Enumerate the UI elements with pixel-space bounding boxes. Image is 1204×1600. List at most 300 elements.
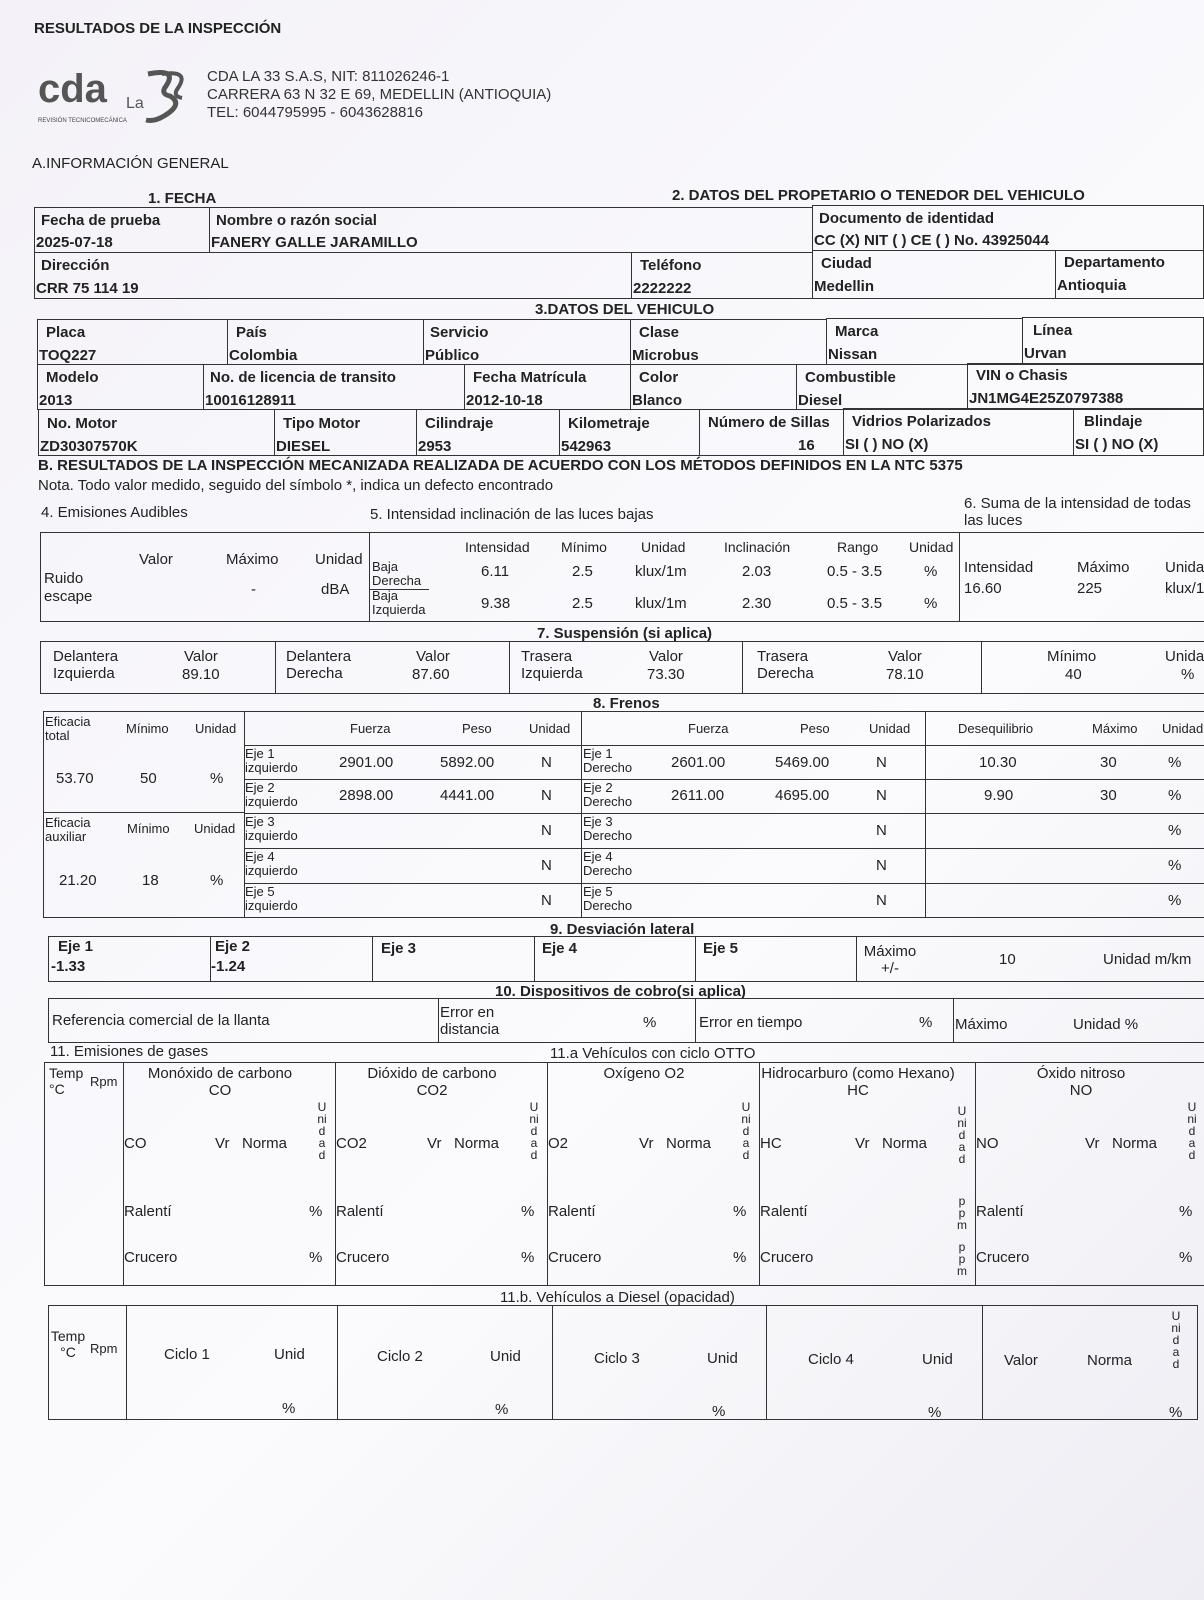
freno-eje-row <box>244 813 1204 849</box>
suspension-item <box>742 642 982 693</box>
freno-eje-der-label: Eje 3 Derecho <box>583 814 633 843</box>
diesel-ciclo-pct: % <box>282 1400 296 1417</box>
freno-desequilibrio: 9.90 <box>984 787 1014 804</box>
vidrios-value: SI ( ) NO (X) <box>845 436 929 453</box>
desviacion-eje-label: Eje 4 <box>542 940 578 957</box>
tipo-motor-cell <box>274 409 417 456</box>
gas-title-text: Óxido nitroso <box>1036 1065 1126 1082</box>
freno-unidad-izq: N <box>541 822 552 839</box>
luces-minimo: 2.5 <box>572 595 593 612</box>
suspension-item-label: Trasera Izquierda <box>521 648 583 682</box>
sillas-value: 16 <box>798 437 815 454</box>
direccion-label: Dirección <box>41 257 110 274</box>
freno-eje-row <box>244 848 1204 884</box>
desviacion-eje <box>695 937 857 981</box>
luces-intensidad-header: Intensidad <box>465 539 530 555</box>
ciudad-cell <box>812 250 1056 299</box>
freno-eje-row <box>244 779 1204 814</box>
gas-norma-label: Norma <box>242 1135 288 1152</box>
cobro-error-distancia-unit: % <box>643 1014 657 1031</box>
linea-cell <box>1022 317 1204 365</box>
cobro-table <box>48 998 1204 1043</box>
desviacion-eje <box>210 937 373 981</box>
fuerza-der-header: Fuerza <box>688 721 729 736</box>
gases-title: 11. Emisiones de gases <box>50 1043 209 1060</box>
licencia-cell <box>203 364 465 410</box>
suspension-valor-header: Valor <box>649 648 683 665</box>
diesel-ciclo-label: Ciclo 3 <box>594 1350 640 1367</box>
marca-label: Marca <box>835 323 879 340</box>
departamento-cell <box>1055 250 1204 299</box>
fecha-prueba-label: Fecha de prueba <box>41 212 161 229</box>
eficacia-total-value: 53.70 <box>56 770 94 787</box>
cobro-ref-cell <box>49 999 439 1042</box>
diesel-ciclo-unid: Unid <box>274 1346 305 1363</box>
motor-value: ZD30307570K <box>40 438 138 455</box>
clase-value: Microbus <box>632 347 699 364</box>
gas-ralenti-unit: % <box>521 1203 535 1220</box>
luces-unidad2: % <box>924 563 938 580</box>
gas-title <box>975 1065 1187 1099</box>
gas-ralenti-unit: % <box>733 1203 747 1220</box>
diesel-ciclo <box>552 1306 767 1419</box>
company-phone: TEL: 6044795995 - 6043628816 <box>207 104 424 121</box>
kilometraje-label: Kilometraje <box>568 415 650 432</box>
ruido-maximo-value: - <box>251 581 256 598</box>
gas-vr-label: Vr <box>427 1135 442 1152</box>
gas-abbr: CO <box>124 1135 147 1152</box>
gas-unidad-vertical: Unidad <box>1187 1100 1197 1162</box>
gas-crucero-label: Crucero <box>976 1249 1030 1266</box>
gas-crucero-label: Crucero <box>124 1249 178 1266</box>
freno-eje-izq-label: Eje 1 izquierdo <box>245 746 298 775</box>
luces-row-derecha <box>369 555 960 589</box>
gas-abbr: NO <box>976 1135 999 1152</box>
gas-crucero-label: Crucero <box>760 1249 814 1266</box>
vidrios-cell <box>843 408 1074 456</box>
diesel-ciclo-label: Ciclo 2 <box>377 1348 423 1365</box>
blindaje-value: SI ( ) NO (X) <box>1075 436 1159 453</box>
diesel-ciclo <box>766 1306 983 1419</box>
sillas-cell <box>699 409 844 456</box>
servicio-label: Servicio <box>430 324 489 341</box>
freno-unidad: % <box>1168 892 1182 909</box>
pais-value: Colombia <box>229 347 298 364</box>
gas-unidad-vertical: Unidad <box>529 1100 539 1162</box>
nombre-cell <box>209 207 813 253</box>
suma-intensidad-value: 16.60 <box>964 580 1002 597</box>
luces-minimo-header: Mínimo <box>561 539 607 555</box>
ciudad-value: Medellin <box>814 278 875 295</box>
svg-text:cda: cda <box>38 67 107 111</box>
blindaje-cell <box>1073 408 1204 456</box>
gas-column <box>759 1063 976 1285</box>
suspension-item-label: Trasera Derecha <box>757 648 814 682</box>
motor-cell <box>38 409 275 456</box>
marca-cell <box>826 318 1023 365</box>
clase-label: Clase <box>639 324 680 341</box>
suspension-item <box>509 642 743 693</box>
diesel-ciclo-label: Ciclo 1 <box>164 1346 210 1363</box>
combustible-cell <box>796 364 968 410</box>
fuerza-izq-header: Fuerza <box>350 721 391 736</box>
cobro-title: 10. Dispositivos de cobro(si aplica) <box>495 983 746 1000</box>
frenos-title: 8. Frenos <box>593 695 660 712</box>
eficacia-total-unidad: % <box>210 770 224 787</box>
section-b-title: B. RESULTADOS DE LA INSPECCIÓN MECANIZADA REALIZADA DE ACUERDO CON LOS MÉTODOS DEFINIDOS EN LA NTC 5375 <box>38 457 963 474</box>
placa-label: Placa <box>46 324 86 341</box>
desviacion-eje-label: Eje 1 <box>58 938 94 955</box>
freno-unidad-der: N <box>876 787 887 804</box>
luces-table <box>369 532 960 622</box>
matricula-label: Fecha Matrícula <box>473 369 587 386</box>
ruido-unidad-header: Unidad <box>315 551 363 568</box>
departamento-value: Antioquia <box>1057 277 1127 294</box>
gas-unidad-vertical: Unidad <box>317 1100 327 1162</box>
diesel-title: 11.b. Vehículos a Diesel (opacidad) <box>500 1289 735 1306</box>
gas-crucero-unit: % <box>1179 1249 1193 1266</box>
frenos-table <box>43 711 1204 918</box>
fecha-prueba-value: 2025-07-18 <box>36 234 113 251</box>
freno-fuerza-der: 2601.00 <box>671 754 726 771</box>
ruido-escape-label: Ruido escape <box>44 570 93 605</box>
eficacia-auxiliar-minimo: 18 <box>142 872 159 889</box>
vehiculo-title: 3.DATOS DEL VEHICULO <box>535 301 715 318</box>
servicio-cell <box>423 319 631 365</box>
suma-luces-title: 6. Suma de la intensidad de todas las luces <box>964 495 1191 529</box>
unidad-izq-header: Unidad <box>529 721 571 736</box>
gas-ralenti-unit: ppm <box>957 1194 967 1232</box>
company-address: CARRERA 63 N 32 E 69, MEDELLIN (ANTIOQUIA) <box>207 86 552 103</box>
gas-title <box>123 1065 317 1099</box>
diesel-ciclo-pct: % <box>928 1404 942 1421</box>
freno-maximo: 30 <box>1100 787 1117 804</box>
matricula-value: 2012-10-18 <box>466 392 543 409</box>
diesel-ciclo-pct: % <box>712 1403 726 1420</box>
cilindraje-label: Cilindraje <box>425 415 494 432</box>
direccion-cell <box>34 252 632 299</box>
freno-peso-der: 5469.00 <box>775 754 830 771</box>
gas-crucero-unit: % <box>733 1249 747 1266</box>
suma-maximo-header: Máximo <box>1077 559 1130 576</box>
matricula-cell <box>464 364 631 410</box>
gas-title-text: Monóxido de carbono <box>147 1065 293 1082</box>
peso-der-header: Peso <box>800 721 830 736</box>
gas-title <box>547 1065 741 1082</box>
gas-crucero-unit: ppm <box>957 1240 967 1278</box>
gas-subtitle: HC <box>847 1082 869 1099</box>
desequilibrio-header: Desequilibrio <box>958 721 1034 736</box>
desviacion-maximo-label: Máximo +/- <box>863 943 917 977</box>
gas-crucero-label: Crucero <box>336 1249 390 1266</box>
color-value: Blanco <box>632 392 683 409</box>
gas-vr-label: Vr <box>639 1135 654 1152</box>
ruido-valor-header: Valor <box>139 551 173 568</box>
desviacion-maximo-value: 10 <box>999 951 1016 968</box>
marca-value: Nissan <box>828 346 878 363</box>
freno-unidad-izq: N <box>541 754 552 771</box>
desviacion-eje-label: Eje 2 <box>215 938 251 955</box>
eficacia-auxiliar-minimo-header: Mínimo <box>127 821 170 836</box>
luces-unidad: klux/1m <box>635 563 687 580</box>
diesel-ciclo-unid: Unid <box>707 1350 738 1367</box>
suspension-item-value: 87.60 <box>412 666 450 683</box>
cobro-error-distancia-cell <box>438 999 696 1042</box>
gas-norma-label: Norma <box>454 1135 500 1152</box>
luces-minimo: 2.5 <box>572 563 593 580</box>
freno-unidad-der: N <box>876 892 887 909</box>
luces-inclinacion: 2.03 <box>742 563 772 580</box>
freno-unidad-der: N <box>876 754 887 771</box>
servicio-value: Público <box>425 347 480 364</box>
eficacia-auxiliar-value: 21.20 <box>59 872 97 889</box>
diesel-ciclo-label: Ciclo 4 <box>808 1351 854 1368</box>
eficacia-auxiliar-unidad-header: Unidad <box>194 821 236 836</box>
gas-ralenti-label: Ralentí <box>760 1203 808 1220</box>
cobro-error-distancia-label: Error en distancia <box>440 1004 500 1038</box>
eficacia-auxiliar-unidad: % <box>210 872 224 889</box>
freno-maximo: 30 <box>1100 754 1117 771</box>
linea-label: Línea <box>1033 322 1073 339</box>
diesel-temp-rpm-cell <box>49 1306 127 1419</box>
telefono-cell <box>631 252 813 299</box>
gas-norma-label: Norma <box>1112 1135 1158 1152</box>
emisiones-audibles-table <box>40 532 370 622</box>
freno-eje-izq-label: Eje 2 izquierdo <box>245 780 298 809</box>
luces-rango-header: Rango <box>837 539 879 555</box>
frenos-eficacias <box>44 712 245 917</box>
gas-subtitle: NO <box>1069 1082 1093 1099</box>
gas-vr-label: Vr <box>215 1135 230 1152</box>
telefono-value: 2222222 <box>633 280 692 297</box>
freno-eje-der-label: Eje 4 Derecho <box>583 849 633 878</box>
gases-otto-title: 11.a Vehículos con ciclo OTTO <box>550 1045 756 1062</box>
gas-column <box>547 1063 760 1285</box>
logo-subtitle: REVISIÓN TECNICOMECÁNICA <box>38 118 127 124</box>
gas-unidad-vertical: Unidad <box>741 1100 751 1162</box>
color-label: Color <box>639 369 679 386</box>
gas-ralenti-label: Ralentí <box>976 1203 1024 1220</box>
desviacion-eje <box>49 937 211 981</box>
sillas-label: Número de Sillas <box>708 414 830 431</box>
clase-cell <box>630 319 827 365</box>
gas-norma-label: Norma <box>882 1135 928 1152</box>
eficacia-total-minimo-header: Mínimo <box>126 721 169 736</box>
freno-eje-izq-label: Eje 5 izquierdo <box>245 884 298 913</box>
gases-temp-label: Temp °C <box>49 1065 84 1097</box>
gas-unidad-vertical: Unidad <box>957 1104 967 1166</box>
freno-unidad-der: N <box>876 857 887 874</box>
diesel-unidad-vertical: Unidad <box>1171 1309 1181 1371</box>
gas-crucero-unit: % <box>309 1249 323 1266</box>
suspension-minimo-value: 40 <box>1065 666 1082 683</box>
ruido-unidad-value: dBA <box>321 581 350 598</box>
gas-crucero-label: Crucero <box>548 1249 602 1266</box>
section-a-title: A.INFORMACIÓN GENERAL <box>32 155 229 172</box>
ciudad-label: Ciudad <box>821 255 872 272</box>
unidad-der-header: Unidad <box>869 721 911 736</box>
suspension-valor-header: Valor <box>416 648 450 665</box>
gas-abbr: CO2 <box>336 1135 367 1152</box>
nombre-value: FANERY GALLE JARAMILLO <box>211 234 418 251</box>
eficacia-auxiliar-label: Eficacia auxiliar <box>45 815 91 844</box>
desviacion-table <box>48 936 1204 982</box>
combustible-label: Combustible <box>805 369 896 386</box>
freno-peso-izq: 5892.00 <box>440 754 495 771</box>
tipo-motor-label: Tipo Motor <box>283 415 361 432</box>
gas-title-text: Oxígeno O2 <box>603 1065 685 1082</box>
suspension-item-value: 78.10 <box>886 666 924 683</box>
gas-ralenti-label: Ralentí <box>336 1203 384 1220</box>
freno-eje-der-label: Eje 5 Derecho <box>583 884 633 913</box>
vidrios-label: Vidrios Polarizados <box>852 413 991 430</box>
cobro-error-tiempo-cell <box>695 999 954 1042</box>
freno-fuerza-izq: 2901.00 <box>339 754 394 771</box>
luces-inclinacion-header: Inclinación <box>724 539 791 555</box>
diesel-valor-label: Valor <box>1004 1352 1038 1369</box>
luces-rango: 0.5 - 3.5 <box>827 563 883 580</box>
freno-fuerza-der: 2611.00 <box>671 787 725 804</box>
freno-eje-row <box>244 883 1204 917</box>
freno-unidad-der: N <box>876 822 887 839</box>
luces-intensidad: 9.38 <box>481 595 511 612</box>
maximo-header: Máximo <box>1092 721 1138 736</box>
gas-title <box>759 1065 957 1099</box>
gas-abbr: O2 <box>548 1135 569 1152</box>
gases-rpm-label: Rpm <box>90 1074 118 1089</box>
cilindraje-cell <box>416 409 560 456</box>
suspension-unidad-header: Unida <box>1165 648 1204 665</box>
desviacion-title: 9. Desviación lateral <box>550 921 695 938</box>
gases-otto-table <box>44 1062 1204 1286</box>
gas-subtitle: CO <box>208 1082 232 1099</box>
freno-peso-izq: 4441.00 <box>440 787 495 804</box>
gas-column <box>975 1063 1204 1285</box>
freno-desequilibrio: 10.30 <box>979 754 1017 771</box>
gas-abbr: HC <box>760 1135 782 1152</box>
gas-column <box>335 1063 548 1285</box>
cobro-error-tiempo-label: Error en tiempo <box>699 1014 803 1031</box>
freno-fuerza-izq: 2898.00 <box>339 787 394 804</box>
desviacion-eje-value: -1.33 <box>51 958 86 975</box>
luces-intensidad: 6.11 <box>481 563 510 580</box>
freno-eje-der-label: Eje 2 Derecho <box>583 780 633 809</box>
diesel-unidad-pct: % <box>1169 1404 1183 1421</box>
luces-row-label: Baja Izquierda <box>372 588 426 617</box>
peso-izq-header: Peso <box>462 721 492 736</box>
diesel-ciclo-unid: Unid <box>922 1351 953 1368</box>
modelo-label: Modelo <box>46 369 99 386</box>
direccion-value: CRR 75 114 19 <box>36 280 139 297</box>
cilindraje-value: 2953 <box>418 438 452 455</box>
freno-eje-der-label: Eje 1 Derecho <box>583 746 633 775</box>
section-b-note: Nota. Todo valor medido, seguido del símbolo *, indica un defecto encontrado <box>38 477 554 494</box>
suspension-item-value: 89.10 <box>182 666 220 683</box>
fecha-title: 1. FECHA <box>148 190 217 207</box>
freno-unidad-izq: N <box>541 892 552 909</box>
freno-unidad: % <box>1168 754 1182 771</box>
datos-propietario-title: 2. DATOS DEL PROPETARIO O TENEDOR DEL VEHICULO <box>672 187 1085 204</box>
company-name: CDA LA 33 S.A.S, NIT: 811026246-1 <box>207 68 450 85</box>
suspension-unidad-value: % <box>1181 666 1195 683</box>
vin-value: JN1MG4E25Z0797388 <box>969 390 1124 407</box>
desviacion-eje-value: -1.24 <box>211 958 246 975</box>
diesel-temp-label: Temp °C <box>50 1328 86 1360</box>
gases-temp-rpm-cell <box>45 1063 124 1285</box>
suma-luces-table <box>959 532 1204 622</box>
luces-unidad2-header: Unidad <box>909 539 954 555</box>
freno-eje-row <box>244 745 1204 780</box>
freno-eje-izq-label: Eje 3 izquierdo <box>245 814 298 843</box>
linea-value: Urvan <box>1024 345 1067 362</box>
suma-maximo-value: 225 <box>1077 580 1103 597</box>
luces-row-label: Baja Derecha <box>372 559 422 588</box>
suspension-table <box>40 641 1204 694</box>
gas-subtitle: CO2 <box>416 1082 448 1099</box>
unidad-header: Unidad <box>1162 721 1204 736</box>
suspension-item-value: 73.30 <box>647 666 685 683</box>
desviacion-eje <box>534 937 696 981</box>
suspension-title: 7. Suspensión (si aplica) <box>537 625 713 642</box>
departamento-label: Departamento <box>1064 254 1165 271</box>
modelo-cell <box>37 364 204 410</box>
emisiones-audibles-title: 4. Emisiones Audibles <box>41 504 188 521</box>
svg-text:La: La <box>126 95 144 112</box>
cobro-ref-label: Referencia comercial de la llanta <box>52 1012 270 1029</box>
gas-title <box>335 1065 529 1099</box>
eficacia-total-minimo: 50 <box>140 770 157 787</box>
desviacion-unidad: Unidad m/km <box>1103 951 1192 968</box>
licencia-label: No. de licencia de transito <box>210 369 396 386</box>
kilometraje-cell <box>559 409 700 456</box>
vin-label: VIN o Chasis <box>976 367 1068 384</box>
licencia-value: 10016128911 <box>205 392 296 409</box>
luces-row-izquierda <box>369 589 960 623</box>
report-title: RESULTADOS DE LA INSPECCIÓN <box>34 20 282 37</box>
luces-unidad: klux/1m <box>635 595 687 612</box>
freno-unidad-izq: N <box>541 857 552 874</box>
motor-label: No. Motor <box>47 415 117 432</box>
gas-ralenti-unit: % <box>1179 1203 1193 1220</box>
blindaje-label: Blindaje <box>1084 413 1143 430</box>
diesel-ciclo <box>337 1306 553 1419</box>
company-info <box>207 68 551 122</box>
cobro-unidad-label: Unidad % <box>1073 1016 1139 1033</box>
telefono-label: Teléfono <box>640 257 702 274</box>
pais-cell <box>227 319 424 365</box>
diesel-rpm-label: Rpm <box>90 1341 118 1356</box>
gas-ralenti-unit: % <box>309 1203 323 1220</box>
suma-intensidad-header: Intensidad <box>964 559 1034 576</box>
ruido-maximo-header: Máximo <box>226 551 279 568</box>
documento-cell <box>812 205 1204 251</box>
diesel-table <box>48 1305 1198 1420</box>
gas-ralenti-label: Ralentí <box>548 1203 596 1220</box>
company-logo <box>38 64 188 126</box>
suspension-valor-header: Valor <box>888 648 922 665</box>
suma-unidad-header: Unida <box>1165 559 1204 576</box>
freno-peso-der: 4695.00 <box>775 787 830 804</box>
suspension-valor-header: Valor <box>184 648 218 665</box>
gas-norma-label: Norma <box>666 1135 712 1152</box>
suspension-item <box>41 642 276 693</box>
freno-unidad: % <box>1168 787 1182 804</box>
luces-unidad-header: Unidad <box>641 539 686 555</box>
freno-eje-izq-label: Eje 4 izquierdo <box>245 849 298 878</box>
luces-inclinacion: 2.30 <box>742 595 772 612</box>
gas-title-text: Hidrocarburo (como Hexano) <box>761 1065 955 1082</box>
placa-cell <box>37 319 228 365</box>
